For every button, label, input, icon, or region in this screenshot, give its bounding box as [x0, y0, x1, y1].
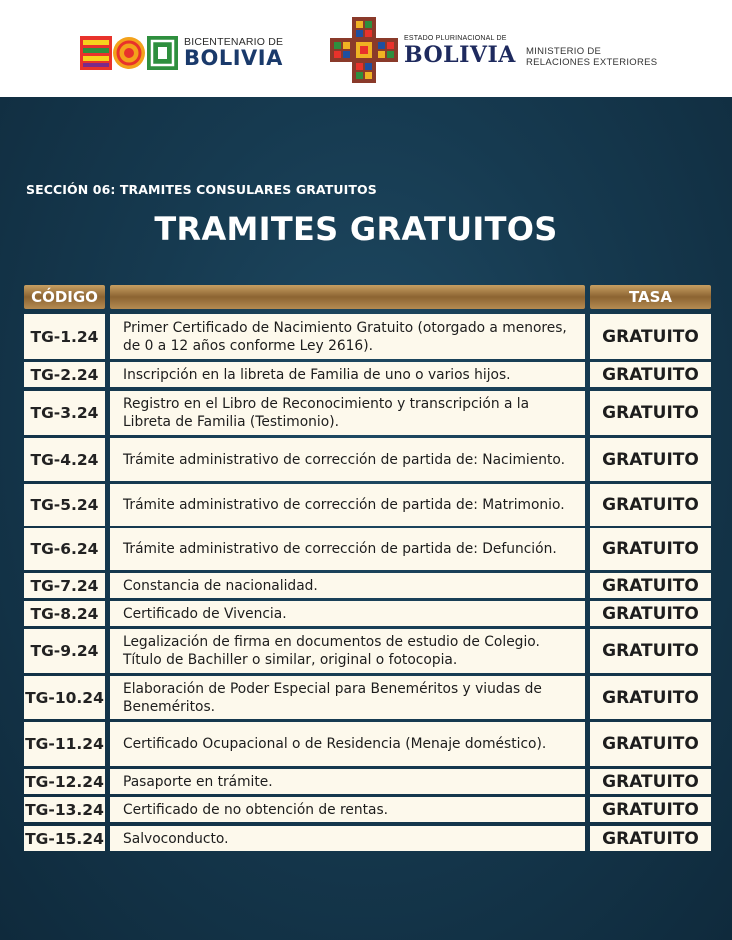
row-description: Trámite administrativo de corrección de partida de: Nacimiento.	[110, 438, 585, 481]
row-tasa: GRATUITO	[590, 769, 711, 794]
row-code: TG-2.24	[24, 362, 105, 387]
row-tasa: GRATUITO	[590, 722, 711, 766]
table-row	[0, 484, 732, 526]
row-description: Certificado de Vivencia.	[110, 601, 585, 626]
row-code: TG-1.24	[24, 314, 105, 359]
table-row	[0, 797, 732, 822]
page-header	[0, 0, 732, 97]
header-codigo-label: CÓDIGO	[31, 288, 98, 306]
row-code: TG-11.24	[24, 722, 105, 766]
row-description: Legalización de firma en documentos de estudio de Colegio. Título de Bachiller o similar, original o fotocopia.	[110, 629, 585, 673]
row-description: Trámite administrativo de corrección de partida de: Defunción.	[110, 528, 585, 570]
row-tasa: GRATUITO	[590, 314, 711, 359]
row-description: Pasaporte en trámite.	[110, 769, 585, 794]
header-tasa	[590, 285, 711, 309]
table-row	[0, 528, 732, 570]
row-tasa: GRATUITO	[590, 438, 711, 481]
row-description: Elaboración de Poder Especial para Beneméritos y viudas de Beneméritos.	[110, 676, 585, 719]
table-row	[0, 722, 732, 766]
table-row	[0, 362, 732, 387]
table-row	[0, 573, 732, 598]
row-description: Inscripción en la libreta de Familia de uno o varios hijos.	[110, 362, 585, 387]
row-description: Trámite administrativo de corrección de partida de: Matrimonio.	[110, 484, 585, 526]
estado-big-text: BOLIVIA	[404, 41, 516, 68]
row-code: TG-8.24	[24, 601, 105, 626]
table-row	[0, 676, 732, 719]
row-code: TG-10.24	[24, 676, 105, 719]
row-tasa: GRATUITO	[590, 676, 711, 719]
table-row	[0, 629, 732, 673]
row-tasa: GRATUITO	[590, 362, 711, 387]
row-code: TG-15.24	[24, 826, 105, 851]
bicentenario-big-text: BOLIVIA	[184, 45, 283, 70]
row-tasa: GRATUITO	[590, 528, 711, 570]
bicentenario-logo	[80, 35, 283, 71]
row-code: TG-7.24	[24, 573, 105, 598]
row-tasa: GRATUITO	[590, 391, 711, 435]
page-title: TRAMITES GRATUITOS	[154, 210, 558, 248]
ministerio-line-1: MINISTERIO DE	[526, 46, 602, 57]
table-row	[0, 391, 732, 435]
row-code: TG-4.24	[24, 438, 105, 481]
bicentenario-emblem-icon	[80, 36, 178, 70]
ministerio-line-2: RELACIONES EXTERIORES	[526, 57, 658, 68]
chakana-emblem-icon	[330, 17, 398, 83]
row-description: Certificado Ocupacional o de Residencia (Menaje doméstico).	[110, 722, 585, 766]
header-tasa-label: TASA	[628, 288, 673, 306]
row-description: Registro en el Libro de Reconocimiento y transcripción a la Libreta de Familia (Testimonio).	[110, 391, 585, 435]
table-row	[0, 438, 732, 481]
row-code: TG-9.24	[24, 629, 105, 673]
table-row	[0, 314, 732, 359]
section-label: SECCIÓN 06: TRAMITES CONSULARES GRATUITOS	[26, 182, 377, 197]
row-description: Primer Certificado de Nacimiento Gratuito (otorgado a menores, de 0 a 12 años conforme Ley 2616).	[110, 314, 585, 359]
row-code: TG-3.24	[24, 391, 105, 435]
row-description: Certificado de no obtención de rentas.	[110, 797, 585, 822]
row-code: TG-6.24	[24, 528, 105, 570]
row-description: Constancia de nacionalidad.	[110, 573, 585, 598]
estado-plurinacional-logo	[330, 17, 516, 83]
row-tasa: GRATUITO	[590, 797, 711, 822]
row-code: TG-13.24	[24, 797, 105, 822]
header-codigo	[24, 285, 105, 309]
row-tasa: GRATUITO	[590, 573, 711, 598]
row-description: Salvoconducto.	[110, 826, 585, 851]
row-code: TG-12.24	[24, 769, 105, 794]
row-tasa: GRATUITO	[590, 629, 711, 673]
row-code: TG-5.24	[24, 484, 105, 526]
ministerio-label	[526, 46, 657, 68]
table-row	[0, 769, 732, 794]
row-tasa: GRATUITO	[590, 826, 711, 851]
header-descripcion	[110, 285, 585, 309]
row-tasa: GRATUITO	[590, 601, 711, 626]
table-row	[0, 826, 732, 851]
row-tasa: GRATUITO	[590, 484, 711, 526]
bicentenario-small-text: BICENTENARIO DE	[184, 36, 284, 49]
table-row	[0, 601, 732, 626]
estado-small-text: ESTADO PLURINACIONAL DE	[404, 34, 507, 42]
